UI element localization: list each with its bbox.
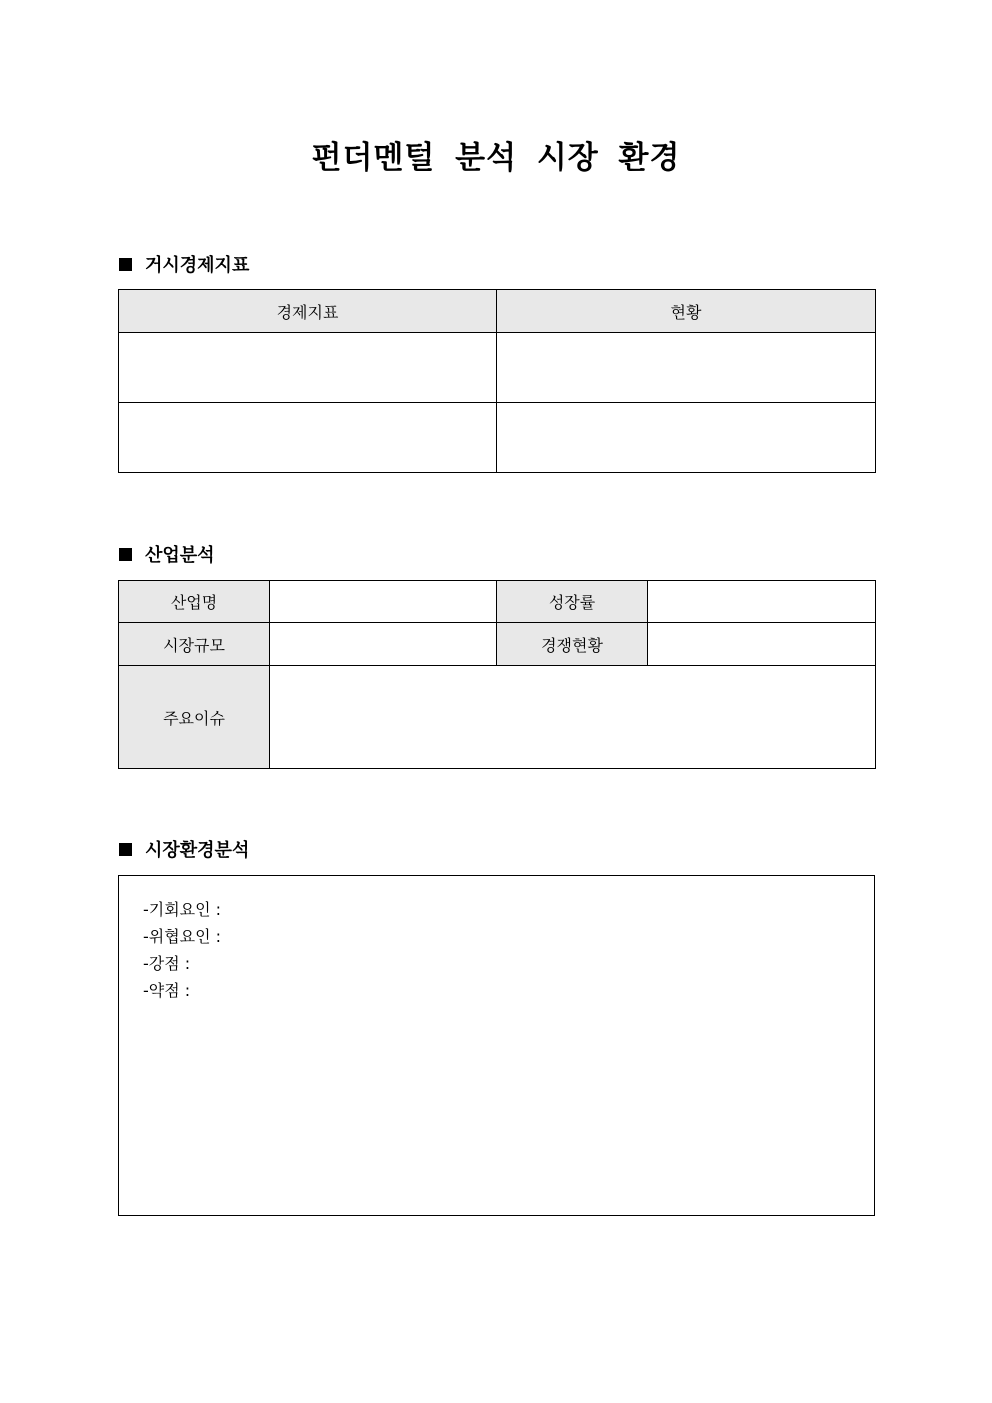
square-bullet-icon: [119, 258, 132, 271]
industry-name-label: 산업명: [119, 581, 270, 623]
key-issues-value[interactable]: [270, 666, 876, 769]
table-row: [119, 403, 876, 473]
market-size-value[interactable]: [270, 623, 497, 666]
section-heading-label: 거시경제지표: [145, 255, 250, 276]
market-size-label: 시장규모: [119, 623, 270, 666]
competition-label: 경쟁현황: [497, 623, 648, 666]
column-header-status: 현황: [497, 290, 876, 333]
table-row: [119, 333, 876, 403]
key-issues-label: 주요이슈: [119, 666, 270, 769]
industry-analysis-table: [118, 580, 876, 769]
section-heading-label: 산업분석: [145, 545, 215, 566]
page-title: 펀더멘털 분석 시장 환경: [311, 140, 681, 176]
section-heading-macro: [119, 252, 249, 276]
industry-name-value[interactable]: [270, 581, 497, 623]
table-row: [119, 623, 876, 666]
section-heading-environment: [119, 837, 249, 861]
weakness-item: -약점 :: [143, 981, 191, 1000]
table-row: [119, 666, 876, 769]
growth-rate-label: 성장률: [497, 581, 648, 623]
section-heading-industry: [119, 542, 215, 566]
section-heading-label: 시장환경분석: [145, 840, 250, 861]
macro-indicator-table: [118, 289, 876, 473]
column-header-indicator: 경제지표: [119, 290, 497, 333]
environment-analysis-box[interactable]: [118, 875, 875, 1216]
square-bullet-icon: [119, 548, 132, 561]
threat-item: -위협요인 :: [143, 927, 222, 946]
status-cell[interactable]: [497, 403, 876, 473]
opportunity-item: -기회요인 :: [143, 900, 222, 919]
table-header-row: [119, 290, 876, 333]
indicator-cell[interactable]: [119, 333, 497, 403]
growth-rate-value[interactable]: [648, 581, 876, 623]
analysis-list: [143, 896, 221, 1004]
indicator-cell[interactable]: [119, 403, 497, 473]
table-row: [119, 581, 876, 623]
status-cell[interactable]: [497, 333, 876, 403]
square-bullet-icon: [119, 843, 132, 856]
competition-value[interactable]: [648, 623, 876, 666]
strength-item: -강점 :: [143, 954, 191, 973]
